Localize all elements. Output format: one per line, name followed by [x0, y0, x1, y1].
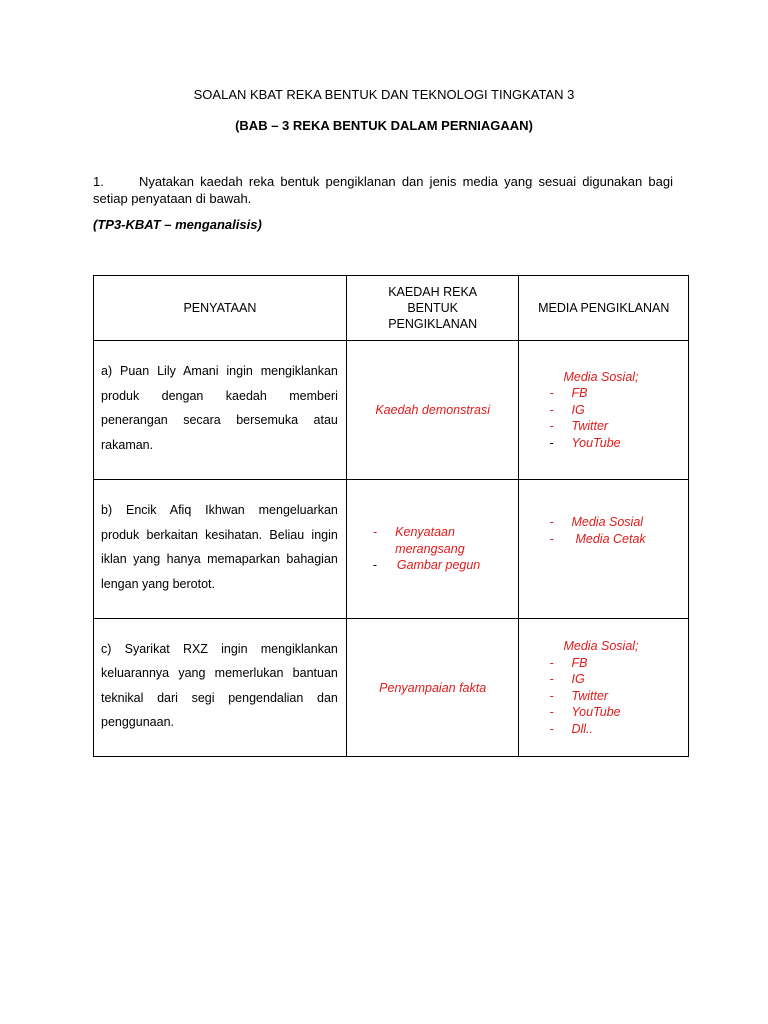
statement-text: c) Syarikat RXZ ingin mengiklankan keluarannya yang memerlukan bantuan teknikal dari segi pengendalian dan penggunaan.: [101, 641, 338, 729]
statement-cell: [94, 619, 347, 757]
list-item: - YouTube: [549, 435, 621, 450]
method-text: Penyampaian fakta: [379, 680, 487, 695]
table-header-row: [94, 276, 689, 341]
answer-table: [93, 275, 689, 757]
list-item: - Media Sosial: [549, 515, 644, 529]
media-cell: [519, 480, 689, 619]
method-cell: [346, 341, 519, 480]
method-cell: [346, 619, 519, 757]
list-item: - Twitter: [549, 688, 609, 703]
list-item: - FB: [549, 655, 588, 670]
list-item: - Gambar pegun: [372, 558, 481, 573]
list-item: - IG: [549, 672, 585, 686]
media-list: [519, 480, 688, 547]
statement-cell: [94, 341, 347, 480]
statement-cell: [94, 480, 347, 619]
question-1: [93, 173, 673, 207]
document-subtitle: (BAB – 3 REKA BENTUK DALAM PERNIAGAAN): [235, 118, 533, 133]
list-item: - YouTube: [549, 705, 621, 719]
media-list: [519, 638, 688, 737]
statement-text: a) Puan Lily Amani ingin mengiklankan produk dengan kaedah memberi penerangan secara bersemuka atau rakaman.: [101, 364, 338, 452]
question-text: Nyatakan kaedah reka bentuk pengiklanan dan jenis media yang sesuai digunakan bagi setiap penyataan di bawah.: [93, 174, 673, 206]
header-penyataan: PENYATAAN: [94, 276, 347, 341]
table-row: [94, 619, 689, 757]
question-number: 1.: [93, 174, 104, 189]
table-row: [94, 341, 689, 480]
header-media: MEDIA PENGIKLANAN: [519, 276, 689, 341]
media-head: Media Sosial;: [563, 639, 639, 653]
list-item: - Dll..: [549, 721, 594, 736]
media-cell: [519, 341, 689, 480]
method-cell: [346, 480, 519, 619]
method-text: Kaedah demonstrasi: [375, 403, 490, 417]
list-item: - Twitter: [549, 419, 609, 434]
media-list: [519, 369, 688, 452]
table-row: [94, 480, 689, 619]
media-head: Media Sosial;: [563, 369, 639, 384]
method-list: [347, 524, 519, 574]
document-title: SOALAN KBAT REKA BENTUK DAN TEKNOLOGI TINGKATAN 3: [193, 87, 575, 102]
media-cell: [519, 619, 689, 757]
list-item: - IG: [549, 402, 585, 417]
tp-label: (TP3-KBAT – menganalisis): [93, 217, 262, 232]
list-item: - Media Cetak: [549, 531, 646, 546]
list-item: - FB: [549, 386, 588, 401]
header-kaedah: KAEDAH REKA BENTUK PENGIKLANAN: [346, 276, 519, 341]
statement-text: b) Encik Afiq Ikhwan mengeluarkan produk berkaitan kesihatan. Beliau ingin iklan yang hanya memaparkan bahagian lengan yang berotot.: [101, 503, 338, 591]
list-item: - Kenyataan merangsang: [372, 525, 465, 556]
